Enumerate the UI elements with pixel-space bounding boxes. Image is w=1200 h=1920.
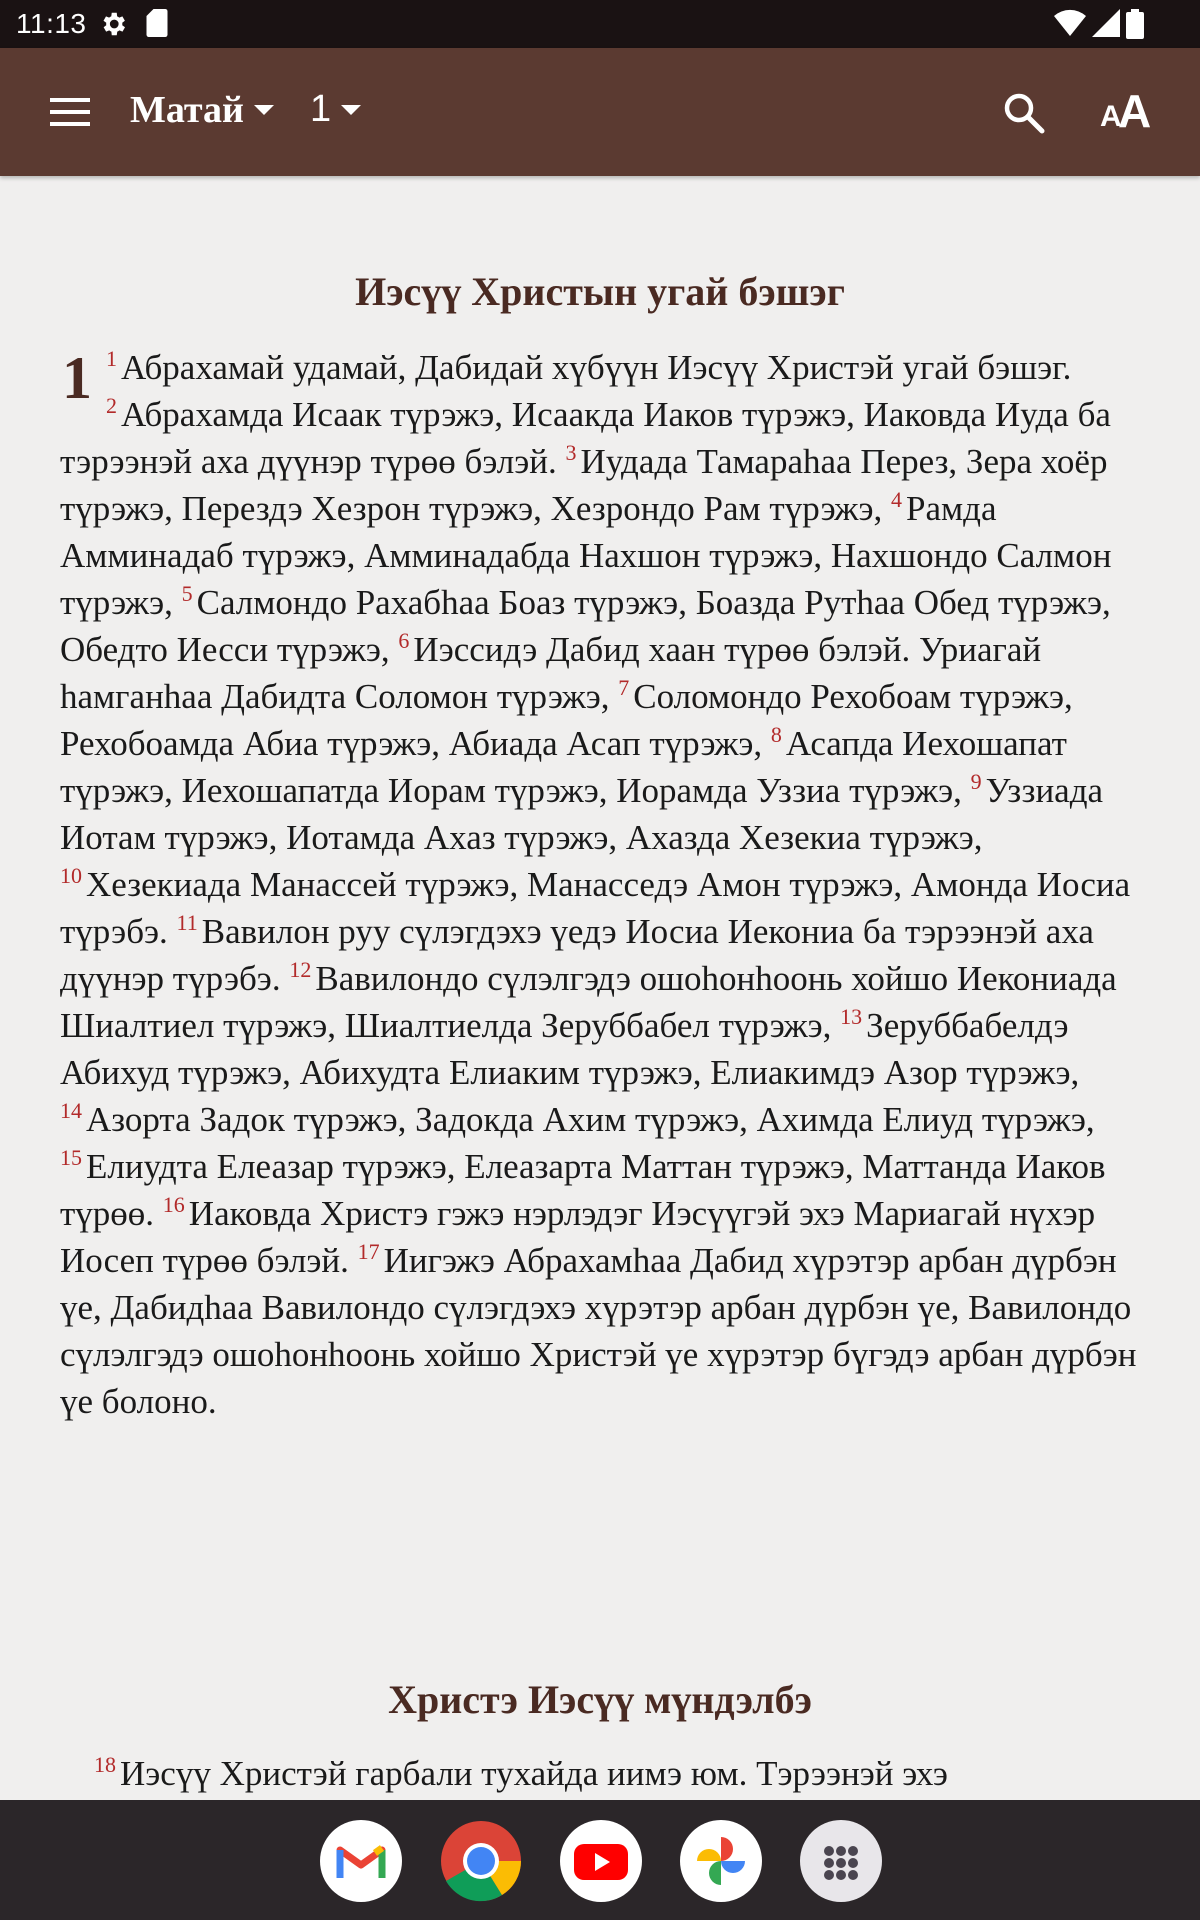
text-size-icon: A [1100, 100, 1122, 133]
battery-icon [1126, 9, 1144, 39]
hamburger-menu-icon[interactable] [50, 96, 90, 128]
app-drawer-icon[interactable] [800, 1820, 882, 1902]
status-time: 11:13 [16, 8, 87, 39]
verse-text: Иудада Тамараhаа Перез, Зера хоёр түрэжэ, Перездэ Хезрон түрэжэ, Хезрондо Рам түрэжэ, [60, 442, 1108, 528]
verse-text: Хезекиада Манассей түрэжэ, Манасседэ Амон түрэжэ, Амонда Иосиа түрэбэ. [60, 865, 1131, 951]
verse-text: Вавилон руу сүлэгдэхэ үедэ Иосиа Иекониа ба тэрээнэй аха дүүнэр түрэбэ. [60, 912, 1094, 998]
verse-number: 10 [60, 863, 82, 889]
verse-number: 6 [398, 628, 410, 654]
wifi-icon [1054, 9, 1086, 37]
app-dock [0, 1800, 1200, 1920]
signal-icon [1092, 9, 1120, 37]
verse-text: Асапда Иехошапат түрэжэ, Иехошапатда Иорам түрэжэ, Иорамда Уззиа түрэжэ, [60, 724, 1067, 810]
verse-text: Иигэжэ Абрахамhаа Дабид хүрэтэр арбан дүрбэн үе, Дабидhаа Вавилондо сүлэгдэхэ хүрэтэр арбан дүрбэн үе, Вавилондо сүлэлгэдэ ошоhонhоонь хойшо Христэй үе хүрэтэр бүгэдэ арбан дүрбэн үе болоно. [60, 1241, 1137, 1421]
verse-number: 1 [106, 346, 117, 372]
passage [60, 1750, 1140, 1797]
chapter-dropcap: 1 [62, 345, 92, 411]
verse[interactable] [106, 348, 1071, 387]
verse-number: 8 [770, 722, 782, 748]
verse-number: 14 [60, 1098, 82, 1124]
verse-text: Иэссидэ Дабид хаан түрөө бэлэй. Уриагай hамганhаа Дабидта Соломон түрэжэ, [60, 630, 1042, 716]
verse-text: Абрахамай удамай, Дабидай хүбүүн Иэсүү Христэй угай бэшэг. [121, 348, 1072, 387]
chrome-icon[interactable] [440, 1820, 522, 1902]
verse-text: Соломондо Рехобоам түрэжэ, Рехобоамда Абиа түрэжэ, Абиада Асап түрэжэ, [60, 677, 1073, 763]
chevron-down-icon [254, 105, 274, 115]
verse-number: 5 [181, 581, 193, 607]
scripture-content[interactable] [0, 176, 1200, 1800]
section-heading: Иэсүү Христын угай бэшэг [355, 269, 845, 314]
text-size-button[interactable] [1100, 86, 1156, 136]
verse-number: 3 [565, 440, 577, 466]
chevron-down-icon [341, 105, 361, 115]
gear-icon [98, 9, 128, 39]
verse-text: Вавилондо сүлэлгэдэ ошоhонhоонь хойшо Иекониада Шиалтиел түрэжэ, Шиалтиелда Зеруббабел түрэжэ, [60, 959, 1117, 1045]
search-icon[interactable] [1003, 92, 1045, 134]
verse-number: 2 [106, 393, 117, 419]
verse-text: Абрахамда Исаак түрэжэ, Исаакда Иаков түрэжэ, Иаковда Иуда ба тэрээнэй аха дүүнэр түрөө бэлэй. [60, 395, 1111, 481]
book-name: Матай [130, 89, 244, 131]
section-heading: Христэ Иэсүү мүндэлбэ [388, 1677, 812, 1722]
verse-text: Елиудта Елеазар түрэжэ, Елеазарта Маттан түрэжэ, Маттанда Иаков түрөө. [60, 1147, 1106, 1233]
status-bar [0, 0, 1200, 48]
verse-number: 13 [840, 1004, 863, 1030]
verse[interactable] [94, 1754, 948, 1793]
verse-number: 18 [94, 1752, 116, 1778]
verse[interactable] [60, 1100, 1095, 1139]
gmail-icon[interactable] [320, 1820, 402, 1902]
verse-number: 7 [618, 675, 630, 701]
verse-number: 4 [891, 487, 902, 513]
book-selector[interactable] [130, 88, 274, 132]
verse-text: Иэсүү Христэй гарбали тухайда иимэ юм. Тэрээнэй эхэ [120, 1754, 948, 1793]
sd-card-icon [146, 9, 168, 37]
verse-number: 12 [289, 957, 312, 983]
verse-number: 15 [60, 1145, 82, 1171]
verse-text: Уззиада Иотам түрэжэ, Иотамда Ахаз түрэжэ, Ахазда Хезекиа түрэжэ, [60, 771, 1104, 857]
verse-text: Зеруббабелдэ Абихуд түрэжэ, Абихудта Елиаким түрэжэ, Елиакимдэ Азор түрэжэ, [60, 1006, 1080, 1092]
text-size-icon-large: A [1118, 85, 1152, 137]
verse-number: 9 [970, 769, 982, 795]
chapter-selector[interactable] [310, 88, 361, 131]
photos-icon[interactable] [680, 1820, 762, 1902]
verse-number: 17 [357, 1239, 380, 1265]
verse-number: 16 [162, 1192, 185, 1218]
verse-text: Салмондо Рахабhаа Боаз түрэжэ, Боазда Рутhаа Обед түрэжэ, Обедто Иесси түрэжэ, [60, 583, 1111, 669]
passage [60, 344, 1140, 1425]
youtube-icon[interactable] [560, 1820, 642, 1902]
verse-text: Азорта Задок түрэжэ, Задокда Ахим түрэжэ, Ахимда Елиуд түрэжэ, [86, 1100, 1095, 1139]
verse-text: Рамда Амминадаб түрэжэ, Амминадабда Нахшон түрэжэ, Нахшондо Салмон түрэжэ, [60, 489, 1112, 622]
chapter-number: 1 [310, 88, 332, 130]
verse-text: Иаковда Христэ гэжэ нэрлэдэг Иэсүүгэй эхэ Мариагай нүхэр Иосеп түрөө бэлэй. [60, 1194, 1096, 1280]
verse-number: 11 [176, 910, 198, 936]
app-toolbar [0, 48, 1200, 176]
